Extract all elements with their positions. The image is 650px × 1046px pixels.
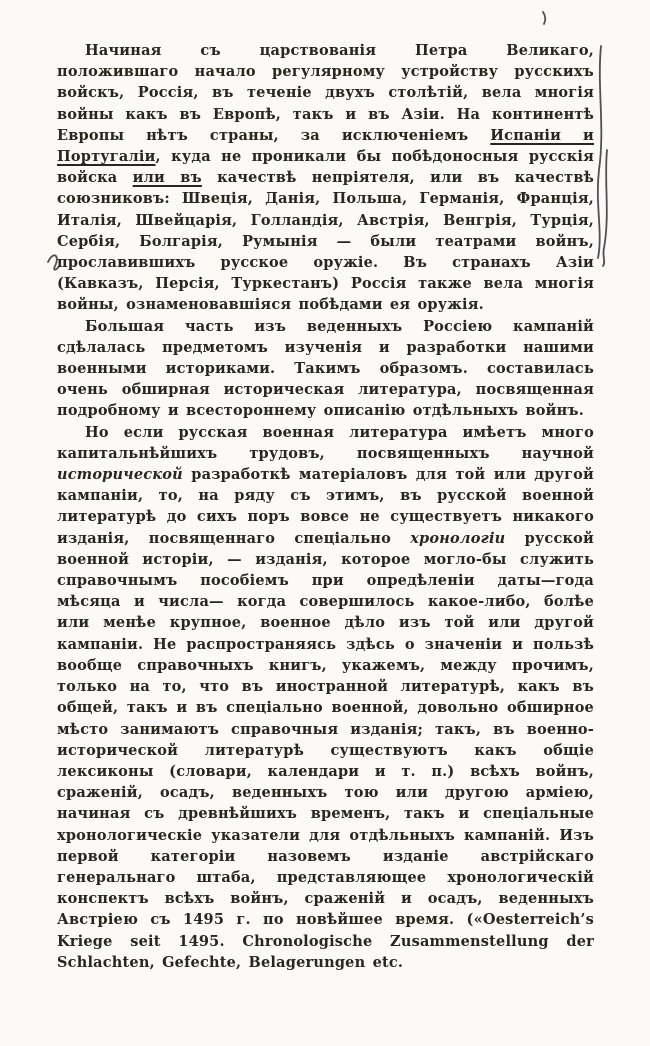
pen-mark-top-right [543,12,545,24]
text-segment-underline: Испаніи и Португаліи [57,126,594,166]
pen-mark-right-margin-1 [598,46,601,258]
text-segment: Начиная съ царствованія Петра Великаго, положившаго начало регулярному устройству русскихъ войскъ, Россія, въ теченіе двухъ столѣтій, вела многія войны какъ въ Европѣ, такъ и въ Азіи. На континентѣ Европы нѣтъ страны, за исключеніемъ [57,42,594,144]
text-segment: русской военной исторіи, — изданія, которое могло-бы служить справочнымъ пособіемъ при опредѣленіи даты—года мѣсяца и числа— когда совершилось какое-либо, болѣе или менѣе крупное, военное дѣло изъ той или другой кампаніи. Не распространяясь здѣсь о значеніи и пользѣ вообще справочныхъ книгъ, укажемъ, между прочимъ, только на то, что въ иностранной литературѣ, какъ въ общей, такъ и въ спеціально военной, довольно обширное мѣсто занимаютъ справочныя изданія; такъ, въ военно-исторической литературѣ существуютъ какъ общіе лексиконы (словари, календари и т. п.) всѣхъ войнъ, сраженій, осадъ, веденныхъ тою или другою арміею, начиная съ древнѣйшихъ временъ, такъ и спеціальные хронологическіе указатели для отдѣльныхъ кампаній. Изъ первой категоріи назовемъ изданіе австрійскаго генеральнаго штаба, представляющее хронологическій конспектъ всѣхъ войнъ, сраженій и осадъ, веденныхъ Австріею съ 1495 г. по новѣйшее время. («Oesterreich’s Kriege seit 1495. Chronologische Zusammenstellung der Schlachten, Gefechte, Belagerungen etc. [57,529,594,971]
text-segment-italic: исторической [57,466,183,484]
page-text [57,40,594,973]
text-segment: Но если русская военная литература имѣетъ много капитальнѣйшихъ трудовъ, посвященныхъ научной [57,423,594,462]
text-segment: Большая часть изъ веденныхъ Россіею кампаній сдѣлалась предметомъ изученія и разработки нашими военными историками. Такимъ образомъ. составилась очень обширная историческая литература, посвященная подробному и всестороннему описанію отдѣльныхъ войнъ. [57,317,594,420]
pen-mark-right-margin-2 [603,150,607,266]
text-segment: качествѣ непріятеля, или въ качествѣ союзниковъ: Швеція, Данія, Польша, Германія, Франція, Италія, Швейцарія, Голландія, Австрія, Венгрія, Турція, Сербія, Болгарія, Румынія — были театрами войнъ, прославившихъ русское оружіе. Въ странахъ Азіи (Кавказъ, Персія, Туркестанъ) Россія также вела многія войны, ознаменовавшіяся побѣдами ея оружія. [57,169,594,314]
text-segment-underline: или въ [132,169,202,187]
text-segment-italic: хронологіи [410,529,506,547]
paragraph-2 [57,316,594,422]
text-segment: разработкѣ матеріаловъ для той или другой кампаніи, то, на ряду съ этимъ, въ русской военной литературѣ до сихъ поръ вовсе не существуетъ никакого изданія, посвященнаго спеціально [57,466,594,547]
paragraph-1 [57,40,594,316]
paragraph-3 [57,422,594,973]
text-segment: , куда не проникали бы побѣдоносныя русскія войска [57,148,594,187]
